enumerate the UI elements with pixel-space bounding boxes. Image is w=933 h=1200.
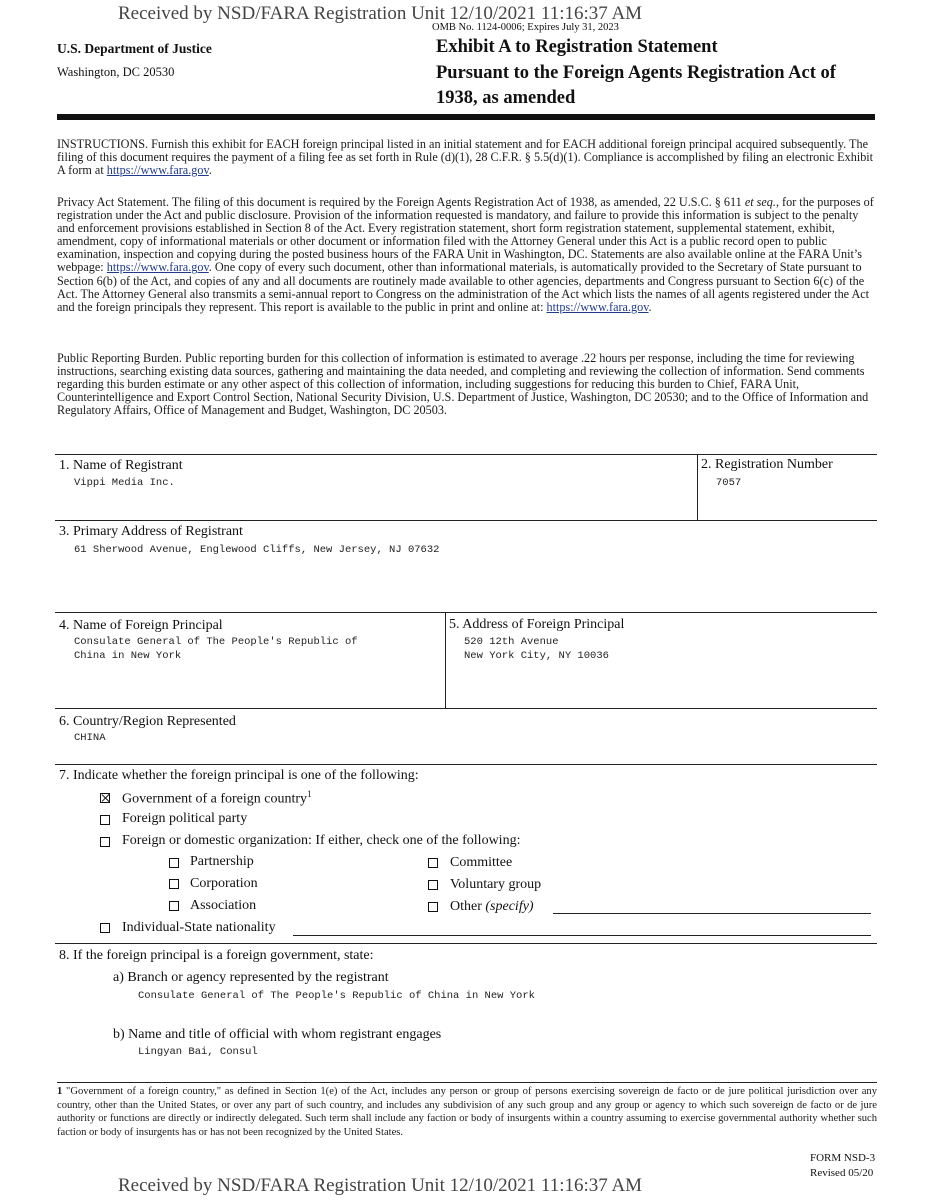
privacy-text-2: , for the purposes of registration under the Act and public disclosure. Provision of the information requested is mandatory, and failure to provide this information is subject to the penalty and enforcement provisions established in Section 8 of the Act. Every registration statement, short form registration statement, supplemental statement, exhibit, amendment, copy of informational materials or other document or information filed with the Attorney General under this Act is a public record open to public examination, inspection and copying during the posted business hours of the FARA Unit in Washington, DC. Statements are also available online at the FARA Unit’s webpage: <box>57 195 874 275</box>
other-checkbox[interactable] <box>428 902 438 912</box>
government-option-text: Government of a foreign country <box>122 791 308 807</box>
voluntary-group-label: Voluntary group <box>450 877 542 892</box>
department-city: Washington, DC 20530 <box>57 65 175 79</box>
voluntary-group-checkbox[interactable] <box>428 880 438 890</box>
organization-checkbox[interactable] <box>100 837 110 847</box>
other-label <box>450 899 534 915</box>
individual-nationality-label: Individual-State nationality <box>122 920 276 935</box>
q4-principal-name-line2[interactable]: China in New York <box>74 650 182 662</box>
other-text: Other <box>450 899 486 914</box>
header-rule <box>57 114 875 120</box>
q2-label: 2. Registration Number <box>701 457 833 472</box>
omb-number: OMB No. 1124-0006; Expires July 31, 2023 <box>432 22 619 33</box>
privacy-et-seq: et seq. <box>744 195 776 209</box>
privacy-text-4: . <box>648 299 652 314</box>
exhibit-subtitle-line1: Pursuant to the Foreign Agents Registration Act of <box>436 63 836 83</box>
q5-principal-address-line2[interactable]: New York City, NY 10036 <box>464 650 609 662</box>
q6-country[interactable]: CHINA <box>74 732 106 744</box>
q7-label: 7. Indicate whether the foreign principal is one of the following: <box>59 768 419 783</box>
q8b-official-name[interactable]: Lingyan Bai, Consul <box>138 1046 258 1058</box>
committee-label: Committee <box>450 855 513 870</box>
q8a-branch-agency[interactable]: Consulate General of The People's Republic of China in New York <box>138 990 535 1002</box>
q4-principal-name-line1[interactable]: Consulate General of The People's Republic of <box>74 636 358 648</box>
rule-above-q7 <box>55 764 877 765</box>
rule-above-q3 <box>55 520 877 521</box>
q8-label: 8. If the foreign principal is a foreign government, state: <box>59 948 374 963</box>
q3-registrant-address[interactable]: 61 Sherwood Avenue, Englewood Cliffs, New Jersey, NJ 07632 <box>74 544 440 556</box>
privacy-text-3: . One copy of every such document, other than informational materials, is automatically provided to the Secretary of State pursuant to Section 6(b) of the Act, and copies of any and all documents are routinely made available to other agencies, departments and Congress pursuant to Section 6(c) of the Act. The Attorney General also transmits a semi-annual report to Congress on the administration of the Act which lists the names of all agents registered under the Act and the foreign principals they represent. This report is available to the public in print and online at: <box>57 260 870 314</box>
organization-label: Foreign or domestic organization: If either, check one of the following: <box>122 833 521 848</box>
rule-above-q6 <box>55 708 877 709</box>
instructions-text: INSTRUCTIONS. Furnish this exhibit for EACH foreign principal listed in an initial statement and for EACH additional foreign principal acquired subsequently. The filing of this document requires the payment of a filing fee as set forth in Rule (d)(1), 28 C.F.R. § 5.5(d)(1). Compliance is accomplished by filing an electronic Exhibit A form at <box>57 137 874 178</box>
individual-nationality-line[interactable] <box>293 935 871 936</box>
received-stamp-bottom: Received by NSD/FARA Registration Unit 12/10/2021 11:16:37 AM <box>118 1175 643 1196</box>
form-revised: Revised 05/20 <box>810 1167 874 1179</box>
association-checkbox[interactable] <box>169 901 179 911</box>
committee-checkbox[interactable] <box>428 858 438 868</box>
q8a-label: a) Branch or agency represented by the registrant <box>113 970 389 985</box>
burden-paragraph: Public Reporting Burden. Public reporting burden for this collection of information is estimated to average .22 hours per response, including the time for reviewing instructions, searching existing data sources, gathering and maintaining the data needed, and completing and reviewing the collection of information. Send comments regarding this burden estimate or any other aspect of this collection of information, including suggestions for reducing this burden to Chief, FARA Unit, Counterintelligence and Export Control Section, National Security Division, U.S. Department of Justice, Washington, DC 20530; and to the Office of Information and Regulatory Affairs, Office of Management and Budget, Washington, DC 20503. <box>57 351 869 418</box>
partnership-checkbox[interactable] <box>169 858 179 868</box>
rule-above-q1 <box>55 454 877 455</box>
privacy-text-1: Privacy Act Statement. The filing of this document is required by the Foreign Agents Registration Act of 1938, as amended, 22 U.S.C. § 611 <box>57 195 745 209</box>
q5-principal-address-line1[interactable]: 520 12th Avenue <box>464 636 559 648</box>
received-stamp-top: Received by NSD/FARA Registration Unit 12/10/2021 11:16:37 AM <box>118 3 643 24</box>
other-specify-text: (specify) <box>485 899 534 914</box>
footnote-number: 1 <box>57 1086 63 1097</box>
q6-label: 6. Country/Region Represented <box>59 714 236 729</box>
footnote-text: "Government of a foreign country," as defined in Section 1(e) of the Act, includes any person or group of persons exercising sovereign de facto or de jure political jurisdiction over any country, other than the United States, or over any part of such country, and includes any subdivision of any such group and any group or agency to which such sovereign de facto or de jure authority or functions are directly or indirectly delegated. Such term shall include any faction or body of insurgents within a country assuming to exercise governmental authority whether such faction or body of insurgents has or has not been recognized by the United States. <box>57 1086 877 1138</box>
individual-nationality-checkbox[interactable] <box>100 923 110 933</box>
government-option-label <box>122 789 312 808</box>
footnote <box>57 1085 877 1139</box>
fara-link-instructions[interactable]: https://www.fara.gov <box>106 163 209 178</box>
divider-q1-q2 <box>697 454 698 520</box>
political-party-label: Foreign political party <box>122 811 248 826</box>
rule-above-q8 <box>55 943 877 944</box>
fara-link-privacy-2[interactable]: https://www.fara.gov <box>546 299 649 314</box>
other-specify-line[interactable] <box>553 913 871 914</box>
government-footnote-ref: 1 <box>307 789 312 799</box>
corporation-label: Corporation <box>190 876 258 891</box>
q1-registrant-name[interactable]: Vippi Media Inc. <box>74 477 175 489</box>
privacy-paragraph <box>57 196 877 314</box>
exhibit-title: Exhibit A to Registration Statement <box>436 37 718 57</box>
department-name: U.S. Department of Justice <box>57 41 212 56</box>
q3-label: 3. Primary Address of Registrant <box>59 524 243 539</box>
q4-label: 4. Name of Foreign Principal <box>59 618 223 633</box>
association-label: Association <box>190 898 257 913</box>
political-party-checkbox[interactable] <box>100 815 110 825</box>
divider-q4-q5 <box>445 612 446 708</box>
q1-label: 1. Name of Registrant <box>59 458 183 473</box>
partnership-label: Partnership <box>190 854 254 869</box>
exhibit-subtitle-line2: 1938, as amended <box>436 88 576 108</box>
corporation-checkbox[interactable] <box>169 879 179 889</box>
instructions-end: . <box>208 163 212 178</box>
q2-registration-number[interactable]: 7057 <box>716 477 742 489</box>
form-number: FORM NSD-3 <box>810 1152 876 1164</box>
q8b-label: b) Name and title of official with whom registrant engages <box>113 1027 442 1042</box>
rule-above-q4 <box>55 612 877 613</box>
instructions-paragraph <box>57 138 877 177</box>
footnote-rule <box>57 1082 877 1083</box>
q5-label: 5. Address of Foreign Principal <box>449 617 625 632</box>
fara-link-privacy-1[interactable]: https://www.fara.gov <box>106 260 209 275</box>
government-checkbox[interactable] <box>100 793 110 803</box>
